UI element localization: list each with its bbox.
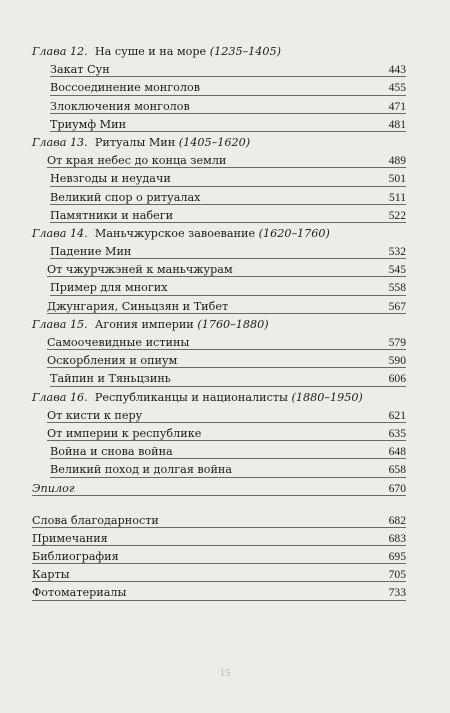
entry-title: Библиография — [32, 550, 119, 564]
chapter-years: (1760–1880) — [197, 317, 269, 331]
page-number: 489 — [388, 154, 406, 168]
entry-title: Триумф Мин — [50, 117, 127, 131]
leader-line — [50, 458, 406, 459]
entry-title: Закат Сун — [50, 63, 110, 77]
chapter-heading[interactable] — [32, 134, 406, 152]
page-number: 455 — [388, 81, 406, 95]
leader-line — [47, 167, 406, 168]
leader-line — [32, 563, 406, 564]
page-number: 511 — [389, 190, 406, 204]
entry-title: Эпилог — [32, 481, 75, 495]
toc-entry[interactable] — [50, 461, 406, 479]
page-number: 532 — [388, 245, 406, 259]
chapter-heading[interactable] — [32, 43, 406, 61]
entry-title: Злоключения монголов — [50, 99, 190, 113]
page-number: 522 — [388, 208, 406, 222]
entry-title: Великий спор о ритуалах — [50, 190, 201, 204]
table-of-contents — [32, 43, 406, 603]
entry-title: Тайпин и Тяньцзинь — [50, 372, 171, 386]
page-number: 705 — [388, 568, 406, 582]
chapter-label: Глава 15. — [32, 317, 88, 331]
leader-line — [50, 295, 406, 296]
toc-entry[interactable] — [50, 170, 406, 188]
toc-entry[interactable] — [47, 352, 406, 370]
chapter-label: Глава 12. — [32, 45, 88, 58]
page-number: 635 — [388, 426, 406, 440]
page-number: 606 — [388, 372, 406, 386]
toc-entry[interactable] — [50, 207, 406, 225]
leader-line — [32, 581, 406, 582]
page-number: 545 — [388, 263, 406, 277]
toc-entry-epilogue[interactable] — [32, 480, 406, 498]
toc-entry-back-matter[interactable] — [32, 566, 406, 584]
leader-line — [50, 95, 406, 96]
chapter-label: Глава 16. — [32, 390, 88, 404]
leader-line — [50, 258, 406, 259]
entry-title: Слова благодарности — [32, 513, 159, 527]
page-number: 670 — [388, 481, 406, 495]
leader-line — [32, 600, 406, 601]
chapter-label: Глава 14. — [32, 226, 88, 240]
toc-entry[interactable] — [47, 261, 406, 279]
page-number: 648 — [388, 445, 406, 459]
toc-entry-back-matter[interactable] — [32, 530, 406, 548]
toc-entry[interactable] — [47, 152, 406, 170]
toc-entry-back-matter[interactable] — [32, 512, 406, 530]
chapter-years: (1405–1620) — [178, 135, 251, 149]
toc-entry[interactable] — [50, 443, 406, 461]
chapter-heading[interactable] — [32, 389, 406, 407]
toc-entry[interactable] — [50, 61, 406, 79]
leader-line — [32, 527, 406, 528]
entry-title: Памятники и набеги — [50, 208, 174, 222]
page-number: 695 — [388, 550, 406, 564]
toc-entry[interactable] — [47, 334, 406, 352]
entry-title: От края небес до конца земли — [47, 154, 227, 168]
entry-title: От кисти к перу — [47, 408, 143, 422]
page-number: 443 — [388, 63, 406, 77]
chapter-title: Маньчжурское завоевание — [94, 226, 256, 240]
leader-line — [50, 477, 406, 478]
chapter-label: Глава 13. — [32, 135, 88, 149]
entry-title: От империи к республике — [47, 426, 202, 440]
toc-entry[interactable] — [50, 98, 406, 116]
toc-entry[interactable] — [47, 298, 406, 316]
leader-line — [47, 367, 406, 368]
toc-entry-back-matter[interactable] — [32, 584, 406, 602]
page-number: 471 — [388, 99, 406, 113]
entry-title: Великий поход и долгая война — [50, 463, 233, 477]
page-number: 558 — [388, 281, 406, 295]
leader-line — [32, 495, 406, 496]
toc-entry[interactable] — [50, 116, 406, 134]
entry-title: Война и снова война — [50, 445, 173, 459]
chapter-years: (1880–1950) — [291, 390, 363, 404]
entry-title: Оскорбления и опиум — [47, 354, 178, 368]
page-number: 579 — [388, 336, 406, 349]
leader-line — [47, 422, 406, 423]
entry-title: Пример для многих — [50, 281, 168, 295]
entry-title: Самоочевидные истины — [47, 336, 190, 349]
chapter-title: На суше и на море — [94, 45, 207, 58]
page-number: 590 — [388, 354, 406, 368]
leader-line — [50, 186, 406, 187]
chapter-heading[interactable] — [32, 225, 406, 243]
leader-line — [47, 440, 406, 441]
entry-title: Падение Мин — [50, 245, 132, 259]
toc-entry[interactable] — [50, 370, 406, 388]
page-number: 733 — [388, 586, 406, 600]
toc-entry-back-matter[interactable] — [32, 548, 406, 566]
chapter-title: Ритуалы Мин — [94, 135, 176, 149]
leader-line — [50, 386, 406, 387]
entry-title: Примечания — [32, 531, 108, 545]
page-number: 682 — [388, 513, 406, 527]
chapter-years: (1235–1405) — [209, 45, 282, 58]
entry-title: Воссоединение монголов — [50, 81, 200, 95]
page-number: 567 — [388, 299, 406, 313]
page-number-folio: 15 — [219, 667, 231, 679]
chapter-years: (1620–1760) — [258, 226, 330, 240]
entry-title: Фотоматериалы — [32, 586, 127, 600]
leader-line — [47, 276, 406, 277]
section-gap — [32, 498, 406, 512]
chapter-title: Республиканцы и националисты — [94, 390, 288, 404]
page-number: 501 — [388, 172, 406, 186]
toc-entry[interactable] — [50, 243, 406, 261]
entry-title: От чжурчжэней к маньчжурам — [47, 263, 233, 277]
entry-title: Невзгоды и неудачи — [50, 172, 171, 186]
page-number: 658 — [388, 463, 406, 477]
page-number: 481 — [388, 117, 406, 131]
page-number: 683 — [388, 531, 406, 545]
entry-title: Джунгария, Синьцзян и Тибет — [47, 299, 229, 313]
entry-title: Карты — [32, 568, 70, 582]
leader-line — [47, 349, 406, 350]
chapter-title: Агония империи — [94, 317, 194, 331]
toc-entry[interactable] — [50, 279, 406, 297]
toc-entry[interactable] — [47, 425, 406, 443]
leader-line — [50, 76, 406, 77]
page-number: 621 — [388, 408, 406, 422]
chapter-heading[interactable] — [32, 316, 406, 334]
leader-line — [50, 222, 406, 223]
toc-entry[interactable] — [47, 407, 406, 425]
leader-line — [50, 131, 406, 132]
toc-entry[interactable] — [50, 79, 406, 97]
toc-entry[interactable] — [50, 189, 406, 207]
leader-line — [32, 545, 406, 546]
